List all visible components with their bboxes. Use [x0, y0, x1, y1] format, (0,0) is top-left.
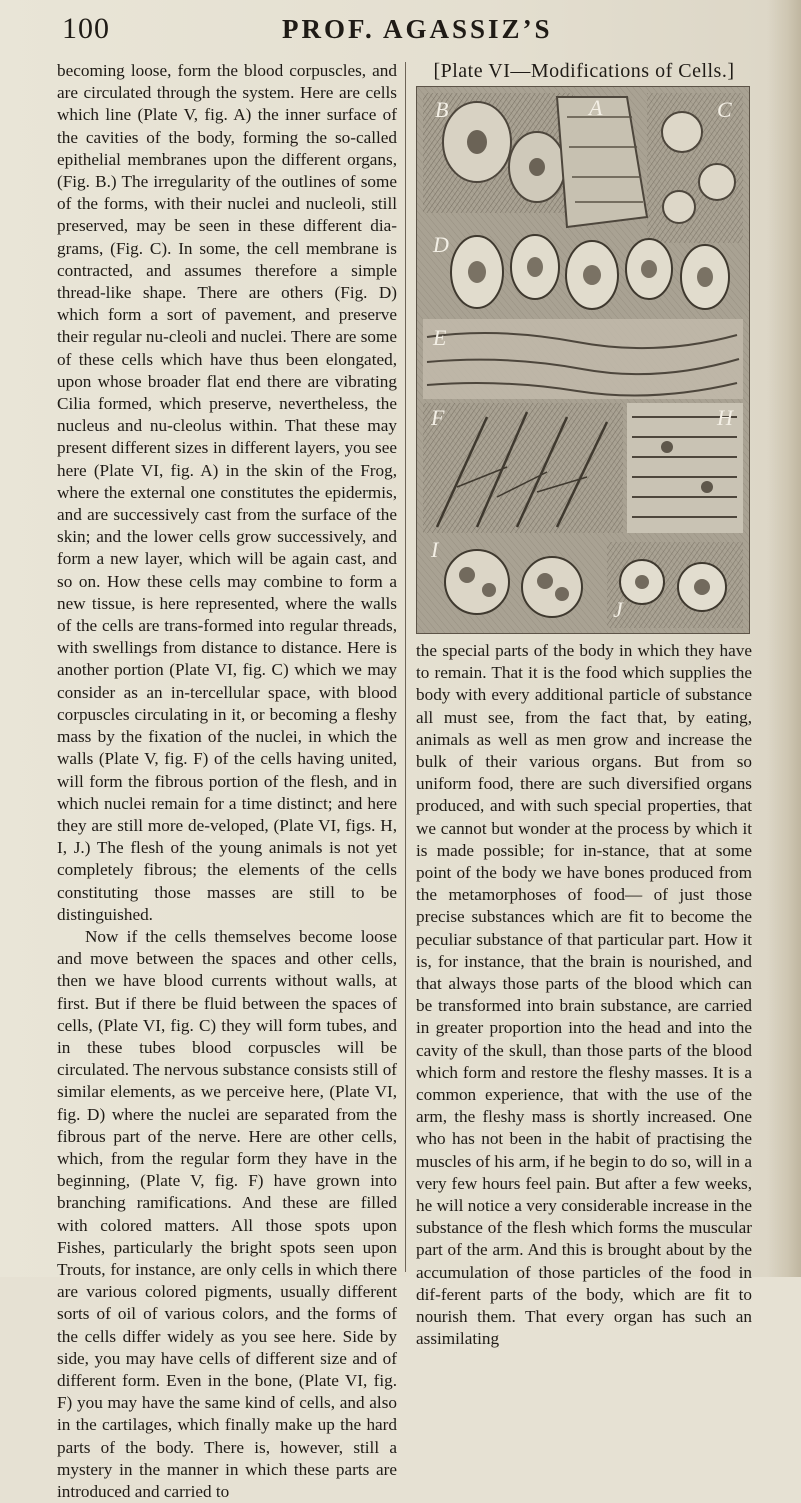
figure-label: D — [433, 232, 449, 258]
figure-label: J — [613, 597, 623, 623]
running-title: PROF. AGASSIZ’S — [282, 14, 553, 44]
figure-e — [423, 319, 743, 399]
paragraph: the special parts of the body in which they have to remain. That it is the food which supplies the body with every additional particle of substance all must see, from the fact that, by eating, animals as well as men grow and increase the bulk of their various organs. But from so uniform food, there are such diversified organs produced, and with such special properties, that we cannot but wonder at the process by which it is made possible; for in-stance, that at some point of the body we have bones produced from the metamorphoses of food— of just those precise substances which are fit to become the peculiar substance of that particular part. How it is, for instance, that the brain is nourished, and that always those parts of the blood which can be transformed into brain substance, are carried in greater proportion into the head and into the cavity of the skull, than those parts of the blood which form and restore the fleshy masses. It is a common experience, that with the use of the arm, the fleshy mass is shortly increased. One who has not been in the habit of practising the muscles of his arm, if he begin to do so, will in a very few hours feel pain. But after a few weeks, he will notice a very considerable increase in the substance of the flesh which forms the muscular part of the arm. And this is brought about by the accumulation of those particles of the food in dif-ferent parts of the body, which are fit to nourish them. That every organ has such an assimilating — [416, 641, 752, 1349]
figure-label: A — [589, 95, 603, 121]
cell-engraving — [417, 87, 749, 633]
paragraph: becoming loose, form the blood corpuscles, and are circulated through the system. Here are cells which line (Plate V, fig. A) the inner surface of the cavities of the body, forming the so-called epithelial membranes upon the different organs, (Fig. B.) The irregularity of the outlines of some of the forms, with their nuclei and nucleoli, still preserved, may be seen in these different dia-grams, (Fig. C). In some, the cell membrane is contracted, and assumes therefore a simple thread-like shape. There are others (Fig. D) which form a sort of pavement, and preserve their regular nu-cleoli and nuclei. There are some of these cells which have thus been elongated, upon whose broader flat end there are vibrating Cilia formed, which preserve, nevertheless, the nucleus and nu-cleolus within. That these may present different sizes in different layers, you see here (Plate VI, fig. A) in the skin of the Frog, where the external one constitutes the epidermis, and are successively cast from the surface of the skin; and the lower cells grow successively, and form a new layer, which will be again cast, and so on. How these cells may combine to form a new tissue, is here represented, where the walls of the cells are trans-formed into regular threads, with swellings from distance to distance. Here is another portion (Plate VI, fig. C) which we may consider as an in-tercellular space, with blood corpuscles circulating in it, or becoming a fleshy mass by the fixation of the nuclei, in which the walls (Plate V, fig. F) of the cells having united, will form the fibrous portion of the flesh, and in which nuclei remain for a time distinct; and here they are still more de-veloped, (Plate VI, figs. H, I, J.) The flesh of the young animals is not yet completely fibrous; the elements of the cells constituting those masses are still to be distinguished. — [57, 61, 397, 924]
figure-label: C — [717, 97, 732, 123]
right-column — [416, 640, 752, 1351]
figure-label: H — [717, 405, 733, 431]
plate-illustration — [416, 86, 750, 634]
plate-caption: [Plate VI—Modifications of Cells.] — [433, 60, 735, 82]
plate-block — [416, 60, 752, 634]
figure-f — [423, 403, 623, 533]
figure-label: I — [431, 537, 439, 563]
figure-label: E — [433, 325, 447, 351]
figure-j — [607, 542, 743, 628]
column-divider — [405, 62, 406, 1272]
figure-label: B — [435, 97, 449, 123]
page-header — [62, 12, 762, 52]
page-edge-shadow — [767, 0, 801, 1277]
left-column — [57, 60, 397, 1503]
paragraph: Now if the cells themselves become loose and move between the spaces and other cells, then we have blood currents without walls, at first. But if there be fluid between the spaces of cells, (Plate VI, fig. C) they will form tubes, and in these tubes blood corpuscles will be circulated. The nervous substance consists still of similar elements, as we perceive here, (Plate VI, fig. D) where the nuclei are separated from the fibrous part of the nerve. Here are other cells, which, from the regular form they have in the beginning, (Plate V, fig. F) have grown into branching ramifications. And these are filled with colored matters. All those spots upon Fishes, particularly the bright spots seen upon Trouts, for instance, are only cells in which there are various colored pigments, usually different sorts of oil of various colors, and the forms of the cells differ widely as you see here. Side by side, you may have cells of different size and of different form. Even in the bone, (Plate VI, fig. F) you may have the same kind of cells, and also in the cartilages, which finally make up the hard parts of the body. There is, however, still a mystery in the manner in which these parts are introduced and carried to — [57, 926, 398, 1501]
page-number: 100 — [62, 12, 110, 45]
figure-label: F — [431, 405, 445, 431]
